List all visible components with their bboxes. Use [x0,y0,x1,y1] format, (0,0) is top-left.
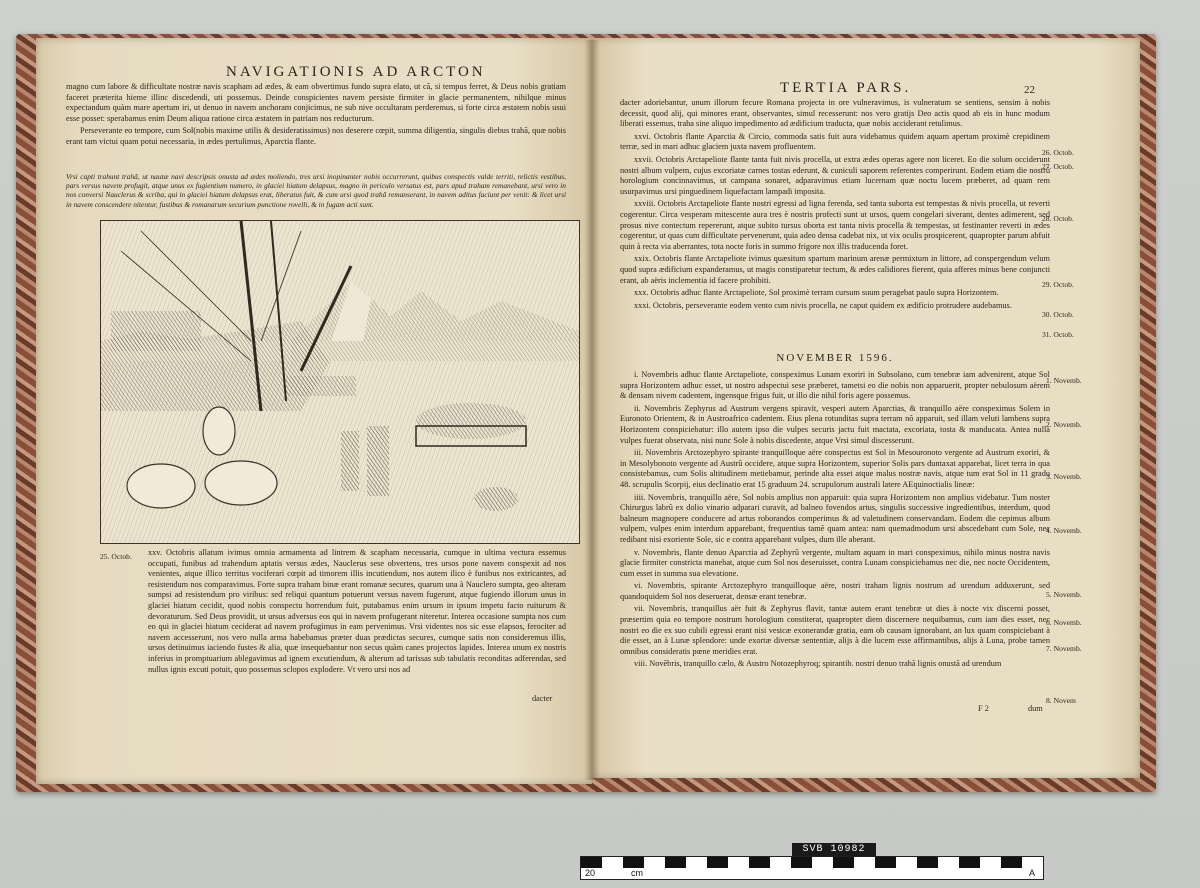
october-entry: xxviii. Octobris Arctapeliote flante nostri egressi ad ligna ferenda, sed tanta suborta est tempestas & nivis procella, ut reverti cogerentur. Circa vesperam mitescente aura tres è nostris profecti sunt ut ursos, quem congelari siverant, dentes adimerent, sed prosus nive contectum repererunt, atque subito tursus oborta est tanta nivis procella & tempestas, ut festinanter reverti in ædes cogerentur, ut quas cum difficultate pervenerunt, quia adeo densa cadebat nix, ut vix oculis prospicerent, quapropter parum abfuit quin à recta via aberrantes, tota nocte foris in summo frigore nox illis traducenda foret. [620,199,1050,251]
margin-date: 27. Octob. [1042,162,1074,171]
left-paragraph-3: xxv. Octobris allatum ivimus omnia armamenta ad lintrem & scapham necessaria, cumque in ultima vectura essemus occupati, funibus ad trahendum aptatis versus ædes, Nauclerus sese obvertens, tres ursos pone navem conspexit ad nos venientes, atque illico territus vociferari cœpit ad timorem illis incutiendum, nos autem ilico è funibus nos extricantes, ad resistendum nos comparavimus. Forte supra traham binæ erant romanæ secures, quarum una à Nauclero sumpta, geo alteram sumpsi ad resistendum pro viribus: sed reliqui quantum potuerunt versus navem fugerunt, atque fugiendo illorum unus in glaciei hiatum cecidit, quod nobis conspectu horrendum fuit, putabamus enim ursum in ipsum impetu facto ruiturum & devoraturum. Sed Deus providit, ut ursus adversus eos qui in navem profugerant niteretur. Interea occasione sumpta nos cum eo qui in glaciei hiatum ceciderat ad navem profugimus in eam pervenimus. Vrsi videntes nos sic esse elapsos, ferociter ad navem accesserunt, nos vero nulla arma habebamus præter duas prædictas secures, cumque satis non consideremus illis, ursos detinuimus iaciendo fustes & alia, quæ insequebantur non secus quàm canes projectos lapides. Interea unum ex nostris inferius in promptuarium ablegavimus ad ignem excutiendum, & alterum ad tarissas sub tabulatis reconditas adferendas, sed nullus ignis excuti potuit, quo possemus sclopos explodere. Vt vero ursi nos ad [148,548,566,674]
october-entry: xxix. Octobris flante Arctapeliote ivimus quæsitum spartum marinum arenæ permixtum in littore, ad conspergendum velum quod supra ædificium expanderamus, ut magis constiparetur tectum, & ædes calidiores fierent, quia afferes minus bene conjuncti erant, ab aëris inclementia id facere prohibiti. [620,254,1050,285]
november-entry: ii. Novembris Zephyrus ad Austrum vergens spiravit, vesperi autem Aparctias, & tranquillo aëre conspeximus Solem in Euronoto Orientem, & in Austroafrico cadentem. Eius plena rotunditas supra terram nõ apparuit, sed illam veluti lambens supra Horizontem conspiciebatur: illo autem ipso die vulpes securis jactu fuit mactata, excoriata, tosta & manducata. Antea nulla vulpes fuerat observata, nisi nunc Sole à nobis discedente, atque Vrsi simul discesserunt. [620,403,1050,445]
signature-mark: F 2 [978,704,989,713]
margin-date: 31. Octob. [1042,330,1074,339]
october-entry: xxvi. Octobris flante Aparctia & Circio, commoda satis fuit aura videbamus quidem aquam apertam proximè crepidinem terræ, sed in mari adhuc glaciem juxta navem profluentem. [620,131,1050,152]
left-running-head: NAVIGATIONIS AD ARCTON [226,64,486,80]
november-entry: vii. Novembris, tranquillus aër fuit & Zephyrus flavit, tantæ autem erant tenebræ ut dies à nocte vix discerni posset, præsertim quia eo tempore nostrum horologium constiterat, quapropter diem discernere nequibamus, cum iam dies esset, nec nostri eo die ex suo cubili egressi erant nisi vesicæ exonerandæ gratia, eam ob causam ignorabant, an lux quam conspiciebant à die esset, an à Lunæ splendore: unde exortæ diversæ sententiæ, alijs à die lucem esse affirmantibus, alijs à Luna, probe tamen omnibus consideratis pœne meridies erat. [620,604,1050,656]
margin-date: 28. Octob. [1042,214,1074,223]
sledge-cargo [416,403,526,439]
sailor-1 [341,431,359,491]
bear-1 [127,464,195,508]
crew-group [286,376,356,396]
november-entry: iiii. Novembris, tranquillo aëre, Sol nobis amplius non apparuit: quia supra Horizontem non amplius videbatur. Tum noster Chirurgus labrũ ex dolio vinario adparari curavit, ad balneo fovendos artus, singulis successive ingredientibus, interdum, quod balneum magnopere conducere ad artus roborandos comperimus & ad valetudinem conservandam. Eodem die cepimus album vulpem, vulpes enim interdum apparebant, frequentius tamẽ quam antea: nam quemadmodum ursi abscedebant cum Sole, nec redibant nisi exoriente Sole, sic e contra apparebant vulpes, dum ille aberant. [620,492,1050,544]
crew-on-ship [111,311,201,351]
november-entry: i. Novembris adhuc flante Arctapeliote, conspeximus Lunam exoriri in Subsolano, cum tenebræ iam advenirent, atque Sol supra Horizontem adhuc esset, ut nostro adspectui sese præberet, tametsi eo die nobis non apparuerit, propter nebulosum aërem & densam nivem cadentem, ingensque frigus fuit, ut illo die nihil foris agere possemus. [620,370,1050,401]
scale-unit: cm [631,868,643,878]
left-catchword: dacter [532,694,553,703]
fallen-sailor [474,487,518,511]
shelfmark-label: SVB 10982 [792,843,876,857]
october-entry: xxxi. Octobris, perseverante eodem vento cum nivis procella, ne caput quidem ex ædificio protrudere audebamus. [634,300,1012,310]
november-heading: NOVEMBER 1596. [776,352,894,364]
engraving-illustration [100,220,580,544]
margin-date: 7. Novemb. [1046,644,1082,653]
margin-date: 3. Novemb. [1046,472,1082,481]
left-paragraph-2: Perseverante eo tempore, cum Sol(nobis maxime utilis & desideratissimus) nos deserere cœpit, summa diligentia, singulis diebus trahã, quæ nobis erant tam victui quam potui necessaria, in ædes pertulimus, Aparctia flante. [66,126,566,146]
margin-date: 5. Novemb. [1046,590,1082,599]
margin-date: 30. Octob. [1042,310,1074,319]
left-margin-note: 25. Octob. [100,552,132,561]
margin-date: 8. Novem [1046,696,1076,705]
engraving-drawing [101,221,579,543]
november-entry: viii. Novẽbris, tranquillo cælo, & Austro Notozephyroq; spirantib. nostri denuo trahã lignis onustã ad urendum [634,659,1002,669]
sailor-2 [367,426,389,496]
october-entry: xxx. Octobris adhuc flante Arctapeliote, Sol proximè terram cursum suum peragebat paulo supra Horizontem. [634,288,999,298]
margin-date: 6. Novemb. [1046,618,1082,627]
november-entry: vi. Novembris, spirante Arctozephyro tranquilloque aëre, nostri traham lignis nostrum ad urendum adduxerunt, sed quandoquidem Sol nos deseruerat, densæ erant tenebræ. [620,581,1050,601]
october-entry: xxvii. Octobris Arctapeliote flante tanta fuit nivis procella, ut extra ædes operas agere non liceret. Eo die solum occiderunt nostri album vulpem, cujus excoriatæ carnes tostas ederunt, & cuniculi saporem referentes comperirunt. Eodem etiam die nostrû horologium concinnavimus, ut campana sonaret, adparavimus etiam lucernam quæ noctu lucem præberet, ad quam rem usurpavimus ursi pinguedinem liquefactam lampadi imposita. [620,154,1050,196]
october-entry: dacter adoriebantur, unum illorum fecure Romana projecta in ore vulneravimus, is vulneratum se sentiens, sensim à nobis decessit, quod alij, qui minores erant, observantes, simul recesserunt: nos vero gratijs Deo actis quod ab eis in hunc modum liberati essemus, traha sine aliquo impedimento ad ædificium traducta, quæ nobis acciderant retulimus. [620,98,1050,129]
november-entries [620,370,1050,672]
november-entry: iii. Novembris Arctozephyro spirante tranquilloque aëre conspectus est Sol in Mesouronoto vergente ad Austrum exoriri, & in Mesolybonoto vergente ad Austrû occidere, atque supra Horizontem, superior Solis pars duntaxat apparebat, licet terra in qua consistebamus, cum Solis altitudinem metiebamur, perinde alta esset atque malus nostræ navis, atque tum erat Sol in 11 gradu 48. scrupulis Scorpij, eius declinatio erat 15 graduum 24. scrupulorum australi latere AEquinoctialis lineæ: [620,448,1050,489]
october-entries [620,98,1050,313]
left-top-text [66,82,566,150]
right-running-head: TERTIA PARS. [780,80,912,96]
book-gutter [584,40,600,780]
engraving-caption: Vrsi capti trahunt trahã, ut nautæ navi descripsis onusta ad ædes moliendo, tres ursi inopinanter nobis occurrerunt, quibus conspectis valde territi, relictis vestibus, pars versus navem profugit, atque unus ex fugientium numero, in glaciei hiatum delapsus, magno in periculo versatus est, pars apud traham remanebant, ursi vero in nos conversi Nauclerus & scriba, qui in glaciei hiatum delapsus erat, liberatus fuit, & cum ursi quod trahã remanserant, in navem aditus faciunt per venit: & licet ursi in navem conscendere nitentur, fustibus & romanarum securium punctione rovelli, & in fugam acti sunt. [66,172,566,209]
bear-3 [203,407,235,455]
margin-date: 29. Octob. [1042,280,1074,289]
page-number: 22 [1024,84,1035,96]
left-bottom-text [148,548,566,677]
measurement-scale [580,856,1044,880]
scale-end-mark: A [1029,868,1036,878]
margin-date: 2. Novemb. [1046,420,1082,429]
bear-2 [205,461,277,505]
margin-date: 4. Novemb. [1046,526,1082,535]
right-catchword: dum [1028,704,1043,713]
november-entry: v. Novembris, flante denuo Aparctia ad Zephyrũ vergente, multam aquam in mari conspeximus, nihilo minus nostra navis glacie firmiter constricta manebat, atque cum Sol nos deseruisset, contra Lunam conspiciebamus nec die, nec nocte Occidentem, cum esset in summa sua elevatione. [620,547,1050,578]
scale-number: 20 [585,868,596,878]
margin-date: 1. Novemb. [1046,376,1082,385]
left-paragraph-1: magno cum labore & difficultate nostræ navis scapham ad ædes, & eam obvertimus fundo supra elato, ut cã, si tempus ferret, & Deus nobis gratiam faceret præterita hieme illinc discedendi, uti possemus. Deinde conspicientes navem persiste firmiter in glacie permanentem, nihilque minus expectandum quàm mare apertum iri, ut denuo in navem anchoram conjicimus, ne sub nive occultaram perderemus, si forte circa æstatem nobis usui esse posset: sperabamus enim Deum aliqua ratione circa æstatem in patriam nos reducturum. [66,82,566,123]
margin-date: 26. Octob. [1042,148,1074,157]
